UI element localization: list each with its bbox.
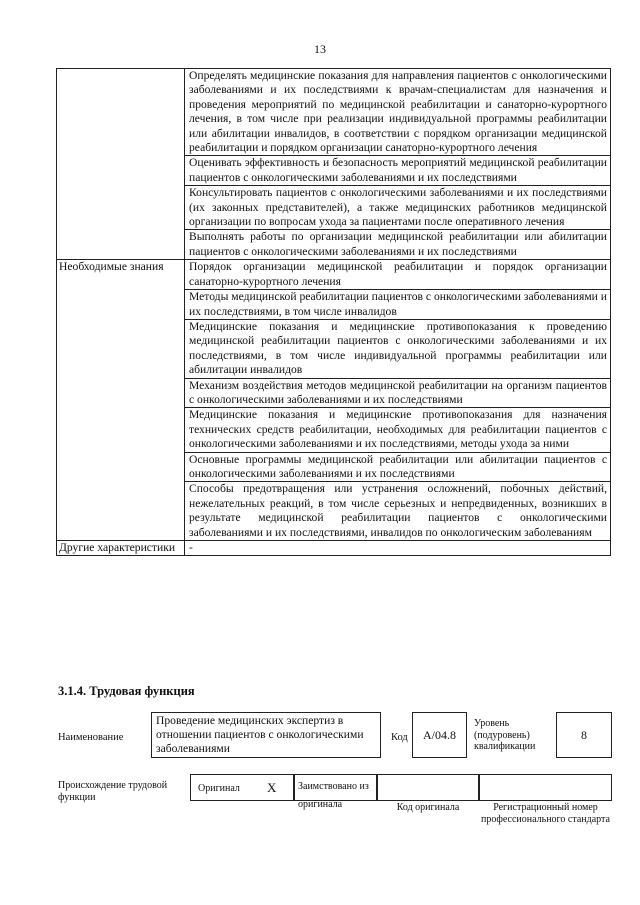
table-row <box>57 541 611 556</box>
name-label: Наименование <box>58 732 124 743</box>
name-value: Проведение медицинских экспертиз в отношении пациентов с онкологическими заболеваниями <box>156 714 364 755</box>
name-value-box <box>151 712 381 758</box>
table-cell: Механизм воздействия методов медицинской реабилитации на организм пациентов с онкологическими заболеваниями и их последствиями <box>185 378 611 408</box>
row-label-skills <box>57 69 185 260</box>
section-title: 3.1.4. Трудовая функция <box>58 684 195 698</box>
code-label: Код <box>391 732 408 743</box>
code-original-box <box>377 774 479 801</box>
table-cell: Порядок организации медицинской реабилитации и порядок организации санаторно-курортного лечения <box>185 260 611 290</box>
level-value: 8 <box>581 728 587 742</box>
table-cell: - <box>185 541 611 556</box>
original-box <box>190 774 294 801</box>
code-value-box <box>412 712 467 758</box>
original-mark: X <box>267 780 277 795</box>
table-cell: Основные программы медицинской реабилитации или абилитации пациентов с онкологическими заболеваниями и их последствиями <box>185 452 611 482</box>
row-label-other: Другие характеристики <box>57 541 185 556</box>
table-cell: Медицинские показания и медицинские противопоказания к проведению медицинской реабилитации пациентов с онкологическими заболеваниями и их последствиями, в том числе индивидуальной программы реабилитации или абилитации инвалидов <box>185 319 611 378</box>
origin-label: Происхождение трудовой функции <box>58 780 168 803</box>
table-cell: Выполнять работы по организации медицинской реабилитации или абилитации пациентов с онкологическими заболеваниями и их последствиями <box>185 230 611 260</box>
code-value: A/04.8 <box>423 728 456 742</box>
table-cell: Оценивать эффективность и безопасность мероприятий медицинской реабилитации пациентов с онкологическими заболеваниями и их последствиями <box>185 156 611 186</box>
borrowed-label: Заимствовано из оригинала <box>298 781 369 810</box>
level-label: Уровень (подуровень) квалификации <box>474 718 536 752</box>
level-value-box <box>556 712 612 758</box>
table-row <box>57 69 611 156</box>
table-cell: Методы медицинской реабилитации пациентов с онкологическими заболеваниями и их последствиями, в том числе инвалидов <box>185 290 611 320</box>
table-row <box>57 260 611 290</box>
borrowed-box <box>294 774 377 810</box>
code-original-label: Код оригинала <box>396 802 460 813</box>
table-cell: Медицинские показания и медицинские противопоказания для назначения технических средств реабилитации, необходимых для реабилитации пациентов с онкологическими заболеваниями и их последствиями, методы ухода за ними <box>185 408 611 452</box>
reg-number-box <box>479 774 612 801</box>
original-label: Оригинал <box>198 783 240 794</box>
table-cell: Определять медицинские показания для направления пациентов с онкологическими заболеваниями и их последствиями к врачам-специалистам для назначения и проведения мероприятий по медицинской реабилитации и санаторно-курортного лечения, в том числе при реализации индивидуальной программы реабилитации или абилитации инвалидов, в соответствии с порядком организации медицинской реабилитации и порядком организации санаторно-курортного лечения <box>185 69 611 156</box>
table-cell: Способы предотвращения или устранения осложнений, побочных действий, нежелательных реакций, в том числе серьезных и непредвиденных, возникших в результате медицинской реабилитации пациентов с онкологическими заболеваниями и их последствиями, инвалидов по онкологическим заболеваниям <box>185 482 611 541</box>
row-label-knowledge: Необходимые знания <box>57 260 185 541</box>
reg-number-label: Регистрационный номер профессионального стандарта <box>481 802 610 825</box>
skills-knowledge-table <box>56 68 611 556</box>
table-cell: Консультировать пациентов с онкологическими заболеваниями и их последствиями (их законных представителей), а также медицинских работников медицинской организации по вопросам ухода за пациентами после оперативного лечения <box>185 186 611 230</box>
page-number: 13 <box>314 42 326 56</box>
